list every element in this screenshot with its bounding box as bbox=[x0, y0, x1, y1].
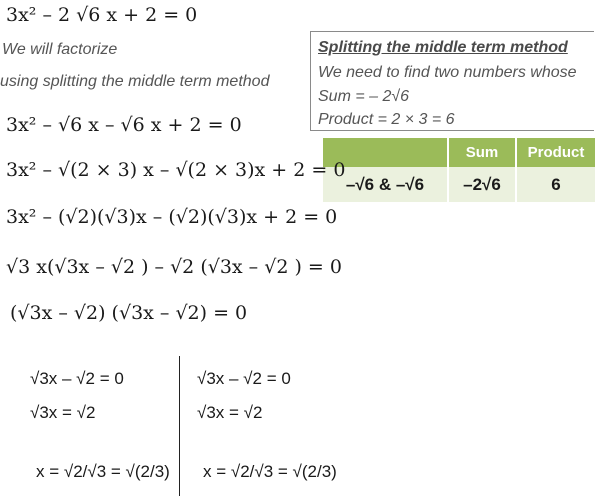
left-solution-line-1: √3x – √2 = 0 bbox=[30, 369, 124, 388]
intro-line-1: We will factorize bbox=[2, 41, 118, 58]
method-box-line-2: Sum = – 2√6 bbox=[318, 88, 410, 105]
table-header-row bbox=[323, 138, 595, 167]
right-solution-line-1: √3x – √2 = 0 bbox=[197, 369, 291, 388]
step-1: 3x² – √6 x – √6 x + 2 = 0 bbox=[6, 114, 242, 136]
method-box-line-1: We need to find two numbers whose bbox=[318, 64, 577, 81]
left-solution-line-3: x = √2/√3 = √(2/3) bbox=[36, 462, 170, 481]
table-cell: –√6 & –√6 bbox=[323, 167, 448, 202]
step-2: 3x² – √(2 × 3) x – √(2 × 3)x + 2 = 0 bbox=[6, 159, 346, 181]
step-5: (√3x – √2) (√3x – √2) = 0 bbox=[10, 302, 248, 324]
sum-product-table bbox=[323, 138, 595, 202]
method-box-title: Splitting the middle term method bbox=[318, 39, 568, 56]
step-3: 3x² – (√2)(√3)x – (√2)(√3)x + 2 = 0 bbox=[6, 206, 338, 228]
table-cell: –2√6 bbox=[448, 167, 516, 202]
intro-line-2: using splitting the middle term method bbox=[0, 73, 270, 90]
right-solution-line-3: x = √2/√3 = √(2/3) bbox=[203, 462, 337, 481]
left-solution-line-2: √3x = √2 bbox=[30, 403, 96, 422]
solution-divider bbox=[179, 356, 180, 496]
table-header-cell: Product bbox=[516, 138, 595, 167]
step-4: √3 x(√3x – √2 ) – √2 (√3x – √2 ) = 0 bbox=[6, 256, 342, 278]
table-cell: 6 bbox=[516, 167, 595, 202]
main-equation: 3x² – 2 √6 x + 2 = 0 bbox=[6, 4, 198, 26]
table-header-cell: Sum bbox=[448, 138, 516, 167]
right-solution-line-2: √3x = √2 bbox=[197, 403, 263, 422]
method-box bbox=[310, 31, 594, 131]
method-box-line-3: Product = 2 × 3 = 6 bbox=[318, 111, 455, 128]
table-row bbox=[323, 167, 595, 202]
